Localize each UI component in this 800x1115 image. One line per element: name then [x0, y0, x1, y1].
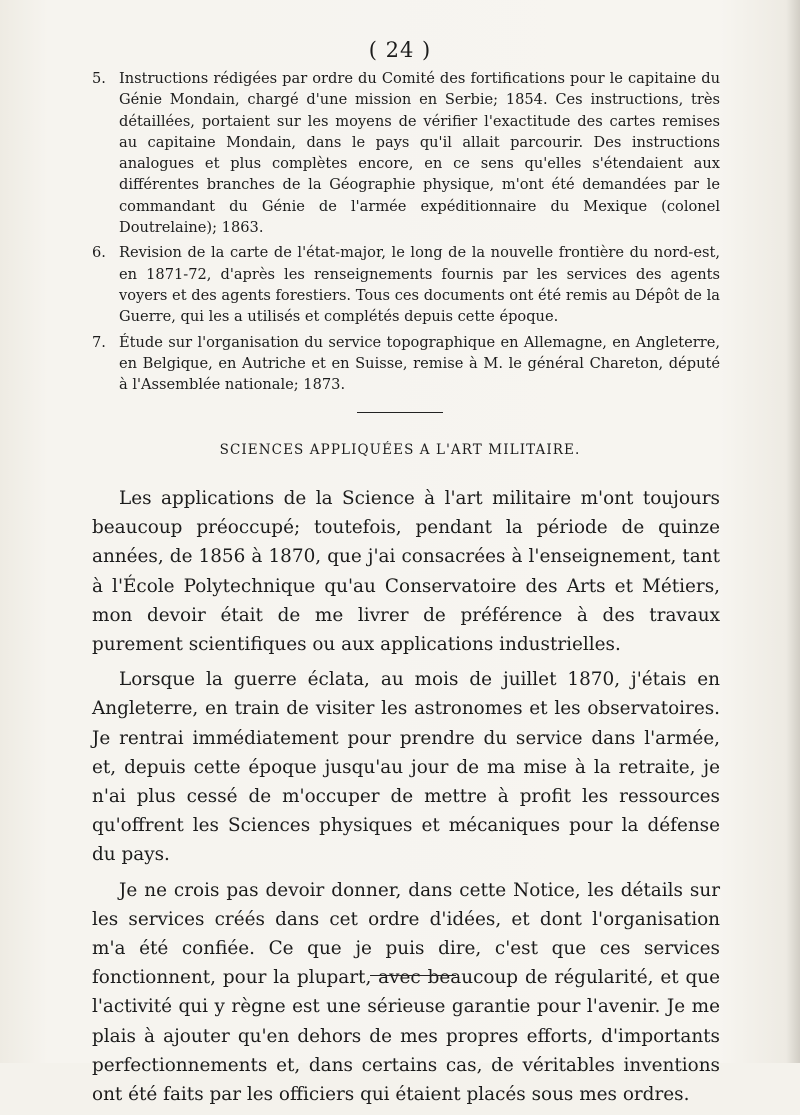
list-item-text: Instructions rédigées par ordre du Comité des fortifications pour le capitaine du Génie Mondain, chargé d'une mission en Serbie; 1854. Ces instructions, très détaillées, portaient sur les moyens de vérifier l'exactitude des cartes remises au capitaine Mondain, dans le pays qu'il allait parcourir. Des instructions analogues et plus complètes encore, en ce sens qu'elles s'étendaient aux différentes branches de la Géographie physique, m'ont été demandées par le commandant du Génie de l'armée expéditionnaire du Mexique (colonel Doutrelaine); 1863. [119, 70, 720, 237]
section-divider-top [357, 412, 443, 413]
numbered-list [92, 68, 720, 399]
page-edge-shadow [786, 0, 800, 1063]
list-item-number: 6. [92, 244, 106, 262]
list-item [92, 332, 720, 396]
list-item [92, 242, 720, 327]
list-item-text: Étude sur l'organisation du service topographique en Allemagne, en Angleterre, en Belgique, en Autriche et en Suisse, remise à M. le général Chareton, député à l'Assemblée nationale; 1873. [119, 333, 720, 394]
paragraph: Lorsque la guerre éclata, au mois de juillet 1870, j'étais en Angleterre, en train de visiter les astronomes et les observatoires. Je rentrai immédiatement pour prendre du service dans l'armée, et, depuis cette époque jusqu'au jour de ma mise à la retraite, je n'ai plus cessé de m'occuper de mettre à profit les ressources qu'offrent les Sciences physiques et mécaniques pour la défense du pays. [92, 669, 720, 866]
list-item-text: Revision de la carte de l'état-major, le long de la nouvelle frontière du nord-est, en 1871-72, d'après les renseignements fournis par les services des agents voyers et des agents forestiers. Tous ces documents ont été remis au Dépôt de la Guerre, qui les a utilisés et complétés depuis cette époque. [119, 244, 720, 326]
section-title: SCIENCES APPLIQUÉES A L'ART MILITAIRE. [219, 442, 581, 458]
page-number: ( 24 ) [368, 38, 432, 62]
list-item [92, 68, 720, 238]
body-text [92, 484, 720, 1115]
paragraph: Les applications de la Science à l'art militaire m'ont toujours beaucoup préoccupé; toutefois, pendant la période de quinze années, de 1856 à 1870, que j'ai consacrées à l'enseignement, tant à l'École Polytechnique qu'au Conservatoire des Arts et Métiers, mon devoir était de me livrer de préférence à des travaux purement scientifiques ou aux applications industrielles. [92, 488, 720, 656]
paragraph: Je ne crois pas devoir donner, dans cette Notice, les détails sur les services créés dans cet ordre d'idées, et dont l'organisation m'a été confiée. Ce que je puis dire, c'est que ces services fonctionnent, pour la plupart, avec beaucoup de régularité, et que l'activité qui y règne est une sérieuse garantie pour l'avenir. Je me plais à ajouter qu'en dehors de mes propres efforts, d'importants perfectionnements et, dans certains cas, de véritables inventions ont été faits par les officiers qui étaient placés sous mes ordres. [92, 879, 720, 1106]
section-divider-bottom [370, 975, 456, 976]
list-item-number: 5. [92, 70, 106, 87]
list-item-number: 7. [92, 333, 106, 351]
